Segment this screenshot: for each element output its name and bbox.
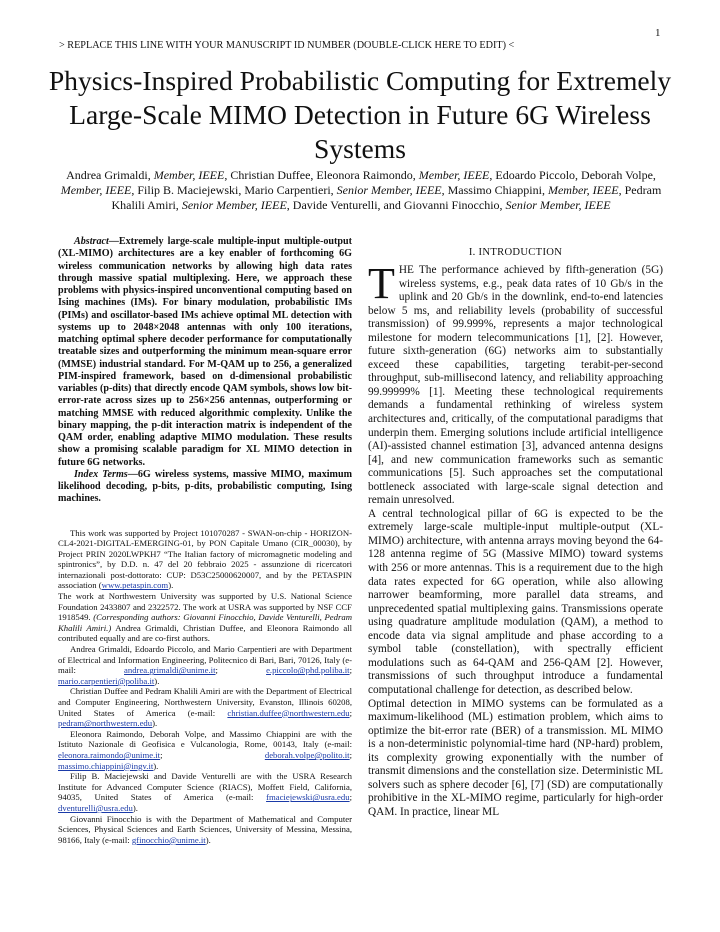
email-link[interactable]: eleonora.raimondo@unime.it bbox=[58, 749, 161, 760]
author-name: , Pedram Khalili Amiri, bbox=[111, 182, 662, 212]
index-terms bbox=[58, 469, 352, 506]
author-name: , Davide Venturelli, and Giovanni Finocchio, bbox=[286, 197, 506, 212]
email-link[interactable]: e.piccolo@phd.poliba.it bbox=[266, 665, 350, 676]
petaspin-link[interactable]: www.petaspin.com bbox=[101, 580, 169, 591]
email-link[interactable]: mario.carpentieri@poliba.it bbox=[58, 675, 155, 686]
author-membership: Senior Member, IEEE bbox=[181, 197, 287, 212]
intro-paragraph-3: Optimal detection in MIMO systems can be formulated as a maximum-likelihood (ML) estimation problem, which aims to optimize the bit-error rate (BER) of a transmission. ML MIMO is a non-deterministic polynomial-time hard (NP-hard) problem, its complexity growing exponentially with the number of transmit dimensions and the constellation size. Deterministic ML solvers such as sphere decoder [6], [7] (SD) are computationally prohibitive in the XL-MIMO regime, particularly for high-order QAM. In practice, linear ML bbox=[368, 697, 663, 818]
abstract bbox=[58, 236, 352, 469]
author-name: , Massimo Chiappini, bbox=[441, 182, 548, 197]
author-membership: Member, IEEE bbox=[547, 182, 619, 197]
email-link[interactable]: christian.duffee@northwestern.edu bbox=[227, 707, 350, 718]
manuscript-id-header[interactable]: > REPLACE THIS LINE WITH YOUR MANUSCRIPT ID NUMBER (DOUBLE-CLICK HERE TO EDIT) < bbox=[59, 40, 515, 51]
footnote-affil-usra: Filip B. Maciejewski and Davide Venturelli are with the USRA Research Institute for Advanced Computer Science (RIACS), Moffett Field, California, 94035, United States of America (e-mail: fmaciejewski@usra.edu; dventurelli@usra.edu). bbox=[58, 771, 352, 813]
footnote-funding: This work was supported by Project 101070287 - SWAN-on-chip - HORIZON-CL4-2021-DIGITAL-EMERGING-01, by PON Capitale Umano (CIR_00030), by Project PRIN 2020LWPKH7 “The Italian factory of micromagnetic modeling and spintronics”, by D.D. n. 47 del 20 febbraio 2025 - assunzione di ricercatori internazionali post-dottorato: CUP: D53C25000620007, and by the PETASPIN association (www.petaspin.com). bbox=[58, 527, 352, 591]
author-membership: Member, IEEE bbox=[153, 168, 225, 182]
email-link[interactable]: massimo.chiappini@ingv.it bbox=[58, 760, 154, 771]
footnote-affil-messina: Giovanni Finocchio is with the Department of Mathematical and Computer Sciences, Physical Sciences and Earth Sciences, University of Messina, Messina, 98166, Italy (e-mail: gfinocchio@unime.it). bbox=[58, 813, 352, 845]
intro-paragraph-2: A central technological pillar of 6G is expected to be the extremely large-scale multiple-input multiple-output (XL-MIMO) architecture, with antenna arrays moving beyond the 64-128 antenna regime of 5G (Massive MIMO) toward systems with 256 or more antennas. This is a requirement due to the high data rates expected for 6G operation, while also allowing narrower beamforming, more parallel data streams, and unprecedented spatial multiplexing gains. Transmissions operate using quadrature amplitude modulation (QAM), a method to encode data via signal amplitude and phase according to a symbol table (constellation), with spectrally efficient modulations such as 64-QAM and 256-QAM [2]. However, transmissions of such throughput introduce a fundamental computational challenge for detection, as described below. bbox=[368, 507, 663, 696]
email-link[interactable]: pedram@northwestern.edu bbox=[58, 718, 153, 729]
author-name: , Edoardo Piccolo, Deborah Volpe, bbox=[489, 168, 656, 182]
email-link[interactable]: gfinocchio@unime.it bbox=[131, 834, 206, 845]
section-heading-introduction: I. INTRODUCTION bbox=[468, 247, 563, 258]
left-column bbox=[58, 236, 352, 845]
index-terms-text: —6G wireless systems, massive MIMO, maximum likelihood decoding, p-bits, p-dits, probabilistic computing, Ising machines. bbox=[58, 468, 352, 505]
author-name: , Christian Duffee, Eleonora Raimondo, bbox=[224, 168, 419, 182]
author-membership: Member, IEEE bbox=[418, 168, 490, 182]
abstract-label: Abstract bbox=[74, 236, 109, 247]
email-link[interactable]: deborah.volpe@polito.it bbox=[264, 749, 350, 760]
author-name: Andrea Grimaldi, bbox=[66, 168, 154, 182]
email-link[interactable]: dventurelli@usra.edu bbox=[58, 802, 133, 813]
index-terms-label: Index Terms bbox=[74, 468, 128, 480]
author-name: , Filip B. Maciejewski, Mario Carpentieri, bbox=[131, 182, 337, 197]
footnote-affil-bari: Andrea Grimaldi, Edoardo Piccolo, and Mario Carpentieri are with Department of Electrical and Information Engineering, Politecnico di Bari, Bari, 70126, Italy (e-mail: andrea.grimaldi@unime.it; e.piccolo@phd.poliba.it; mario.carpentieri@poliba.it). bbox=[58, 644, 352, 686]
author-membership: Member, IEEE bbox=[60, 182, 132, 197]
paper-title: Physics-Inspired Probabilistic Computing for Extremely Large-Scale MIMO Detection in Future 6G Wireless Systems bbox=[48, 65, 672, 164]
page-number: 1 bbox=[655, 27, 661, 39]
abstract-text: —Extremely large-scale multiple-input multiple-output (XL-MIMO) architectures are a key enabler of forthcoming 6G wireless communication networks by allowing high data rates through massive spatial multiplexing. Here, we approach these problems with physics-inspired unconventional computing based on Ising machines (IMs). For binary modulation, probabilistic IMs (PIMs) and oscillator-based IMs achieve optimal ML detection with systems up to 2048×2048 antennas with only 100 iterations, matching optimal sphere decoder performance for computationally treatable sizes and outperforming the minimum mean-square error (MMSE) industrial standard. For M-QAM up to 256, a generalized PIM-inspired framework, based on d-dimensional probabilistic variables (p-dits) that directly encode QAM symbols, shows low bit-error-rate across sizes up to 256×256 antennas, outperforming or matching MMSE with reduced algorithmic complexity. Unlike the binary mapping, the p-dit interaction matrix is independent of the QAM order, enabling adaptive MIMO modulation. These results show a promising scalable paradigm for XL MIMO detection in future 6G networks. bbox=[58, 236, 352, 468]
right-column bbox=[368, 247, 663, 819]
footnotes bbox=[58, 528, 352, 846]
corresponding-authors: (Corresponding authors: Giovanni Finocchio, Davide Venturelli, Pedram Khalili Amiri.) bbox=[58, 612, 353, 633]
footnote-support: The work at Northwestern University was supported by U.S. National Science Foundation 2433807 and 2322572. The work at USRA was supported by NSF CCF 1918549. (Corresponding authors: Giovanni Finocchio, Davide Venturelli, Pedram Khalili Amiri.) Andrea Grimaldi, Christian Duffee, and Eleonora Raimondo all contributed equally and are co-first authors. bbox=[58, 591, 353, 644]
footnote-affil-northwestern: Christian Duffee and Pedram Khalili Amiri are with the Department of Electrical and Computer Engineering, Northwestern University, Evanston, Illinois 60208, United States of America (e-mail: christian.duffee@northwestern.edu; pedram@northwestern.edu). bbox=[58, 686, 352, 729]
author-list bbox=[56, 168, 666, 212]
author-membership: Senior Member, IEEE bbox=[336, 182, 442, 197]
drop-cap: T bbox=[368, 259, 395, 308]
author-membership: Senior Member, IEEE bbox=[505, 197, 611, 212]
intro-paragraph-1: THE The performance achieved by fifth-generation (5G) wireless systems, e.g., peak data rates of 10 Gb/s in the uplink and 20 Gb/s in the downlink, end-to-end latencies below 5 ms, and reliability levels (probability of successful transmission) of 99.999%, represents a major technological milestone for modern telecommunications [1], [2]. However, future sixth-generation (6G) networks aim to substantially exceed these capabilities, targeting terabit-per-second throughput, sub-millisecond latency, and reliability approaching 99.99999% [1]. Meeting these technological requirements demands a fundamental rethinking of wireless system architectures and, critically, of the computational paradigms that underpin them. Emerging solutions include artificial intelligence (AI)-assisted channel estimation [3], advanced antenna designs [4], and new communication frameworks such as semantic communications [5]. Such approaches set the computational bottleneck associated with large-scale signal detection and remain unresolved. bbox=[368, 259, 663, 507]
footnote-affil-ingv: Eleonora Raimondo, Deborah Volpe, and Massimo Chiappini are with the Istituto Nazionale di Geofisica e Vulcanologia, Rome, 00143, Italy (e-mail: eleonora.raimondo@unime.it; deborah.volpe@polito.it; massimo.chiappini@ingv.it). bbox=[58, 728, 352, 771]
email-link[interactable]: fmaciejewski@usra.edu bbox=[266, 792, 350, 803]
email-link[interactable]: andrea.grimaldi@unime.it bbox=[124, 665, 216, 676]
